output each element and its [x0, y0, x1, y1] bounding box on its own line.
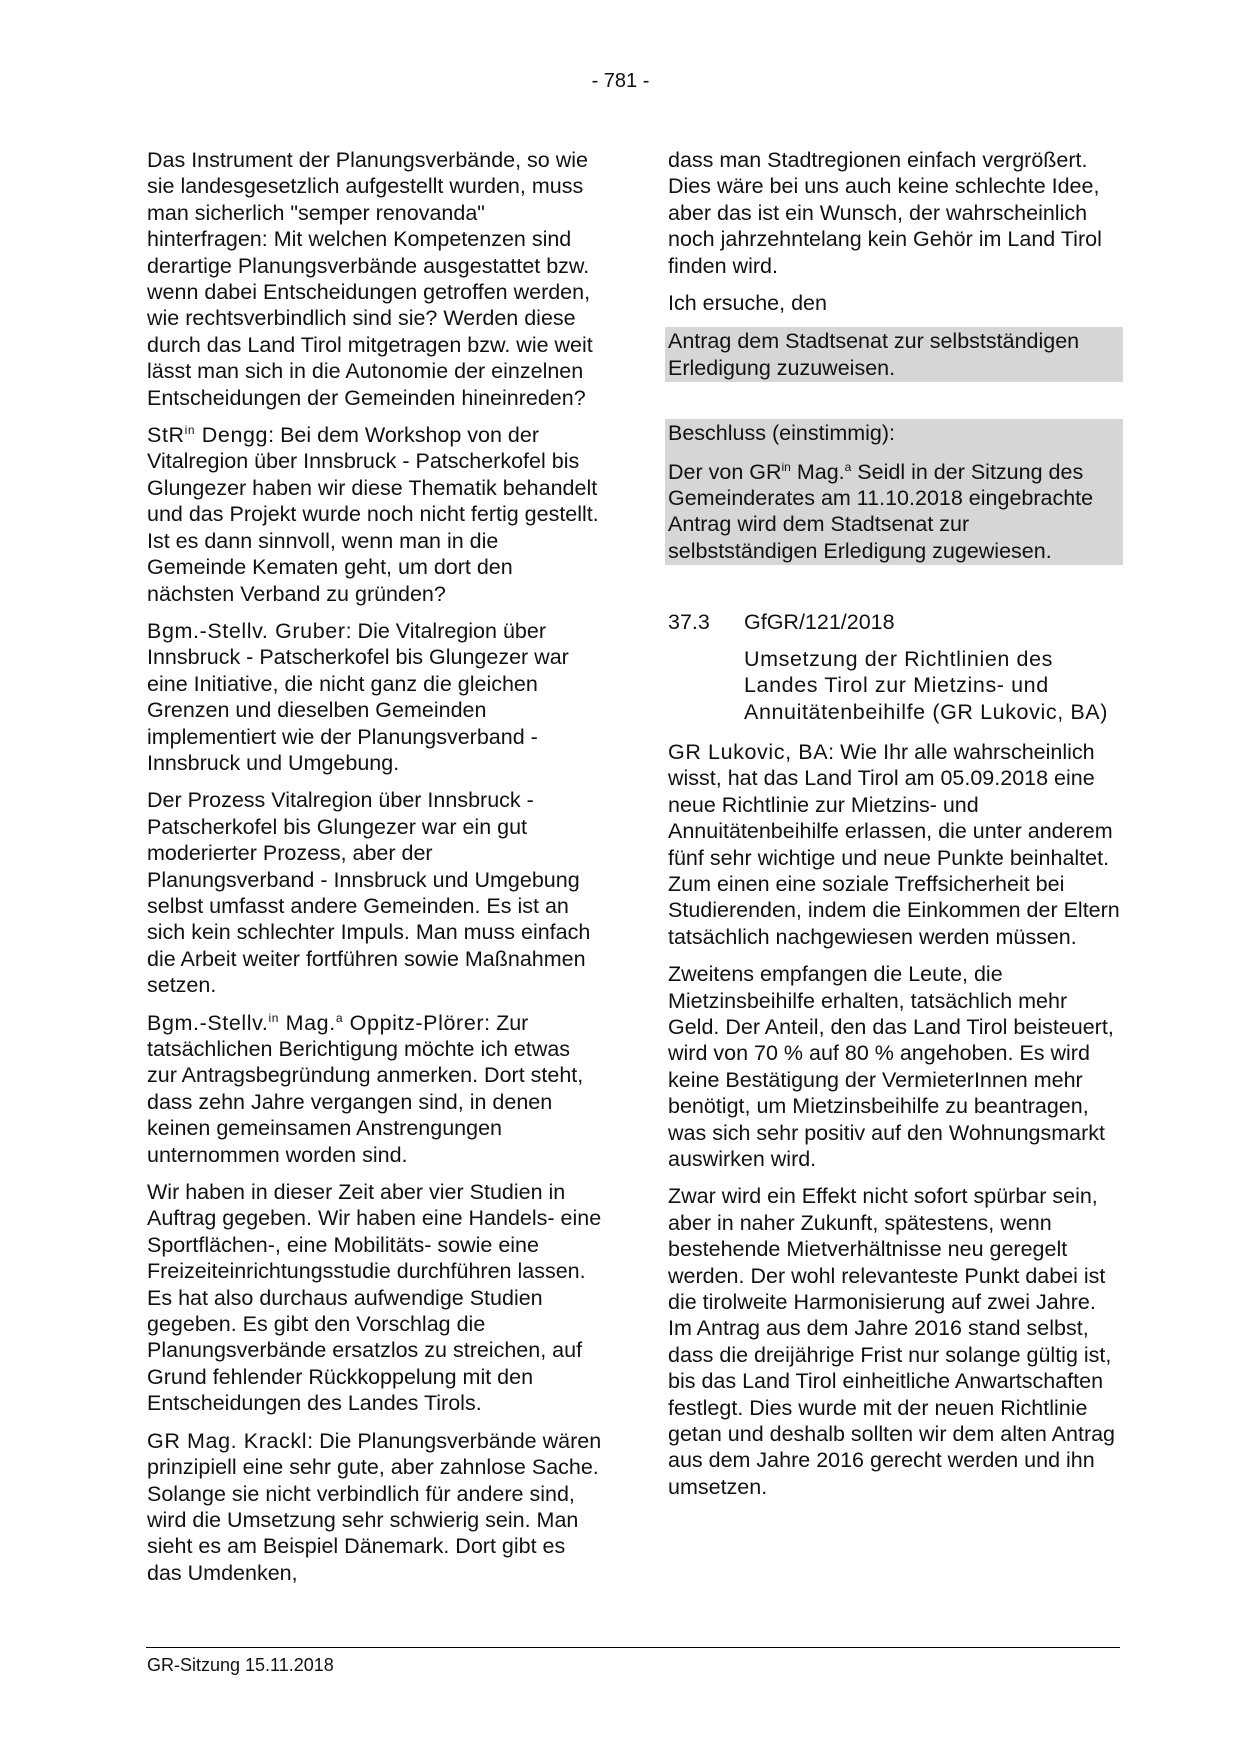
footer-text: GR-Sitzung 15.11.2018 — [147, 1655, 334, 1675]
right-column — [668, 147, 1120, 1511]
speaker-name: StR$^{in}$ Dengg — [147, 422, 269, 448]
speaker-name: GR Lukovic, BA — [668, 739, 829, 764]
speech-text: : Die Vitalregion über Innsbruck - Patscherkofel bis Glungezer war eine Initiative, die nicht ganz die gleichen Grenzen und dieselben Gemeinden implementiert wie der Planungsverband - Innsbruck und Umgebung. — [147, 618, 569, 775]
resolution-title: Beschluss (einstimmig): — [665, 419, 1123, 455]
page-number: - 781 - — [591, 70, 650, 92]
paragraph — [147, 422, 602, 607]
paragraph — [147, 1428, 602, 1586]
speech-text: : Die Planungsverbände wären prinzipiell eine sehr gute, aber zahnlose Sache. Solange sie nicht verbindlich für andere sind, wird die Umsetzung sehr schwierig sein. Man sieht es am Beispiel Dänemark. Dort gibt es das Umdenken, — [147, 1428, 602, 1585]
speech-text: : Bei dem Workshop von der Vitalregion über Innsbruck - Patscherkofel bis Glungezer haben wir diese Thematik behandelt und das Projekt wurde noch nicht fertig gestellt. Ist es dann sinnvoll, wenn man in die Gemeinde Kematen geht, um dort den nächsten Verband zu gründen? — [147, 423, 599, 606]
speaker-name: GR Mag. Krackl — [147, 1428, 308, 1453]
agenda-item-header — [668, 609, 1120, 635]
paragraph: Das Instrument der Planungsverbände, so wie sie landesgesetzlich aufgestellt wurden, muss man sicherlich "semper renovanda" hinterfragen: Mit welchen Kompetenzen sind derartige Planungsverbände ausgestattet bzw. wenn dabei Entscheidungen getroffen werden, wie rechtsverbindlich sind sie? Werden diese durch das Land Tirol mitgetragen bzw. wie weit lässt man sich in die Autonomie der einzelnen Entscheidungen der Gemeinden hineinreden? — [147, 148, 593, 410]
motion-box: Antrag dem Stadtsenat zur selbstständigen Erledigung zuzuweisen. — [665, 327, 1123, 382]
resolution-text: Der von $GR^{in}$ Mag.$^a$ Seidl in der Sitzung des Gemeinderates am 11.10.2018 eingebrachte Antrag wird dem Stadtsenat zur selbstständigen Erledigung zugewiesen. — [665, 456, 1123, 566]
agenda-item-number: 37.3 — [668, 610, 710, 635]
paragraph — [147, 618, 602, 776]
paragraph: dass man Stadtregionen einfach vergrößert. Dies wäre bei uns auch keine schlechte Idee, aber das ist ein Wunsch, der wahrscheinlich noch jahrzehntelang kein Gehör im Land Tirol finden wird. — [668, 148, 1102, 278]
speaker-name: Bgm.-Stellv.$^{in}$ Mag.$^a$ Oppitz-Plörer — [147, 1010, 485, 1035]
left-column — [147, 147, 602, 1597]
paragraph: Ich ersuche, den — [668, 291, 827, 316]
agenda-item-ref: GfGR/121/2018 — [744, 610, 895, 635]
agenda-item-title: Umsetzung der Richtlinien des Landes Tirol zur Mietzins- und Annuitätenbeihilfe (GR Lukovic, BA) — [744, 646, 1108, 724]
speech-text: : Wie Ihr alle wahrscheinlich wisst, hat das Land Tirol am 05.09.2018 eine neue Richtlinie zur Mietzins- und Annuitätenbeihilfe erlassen, die unter anderem fünf sehr wichtige und neue Punkte beinhaltet. Zum einen eine soziale Treffsicherheit bei Studierenden, indem die Einkommen der Eltern tatsächlich nachgewiesen werden müssen. — [668, 739, 1120, 949]
speaker-name: Bgm.-Stellv. Gruber — [147, 618, 346, 643]
speech-text: : Zur tatsächlichen Berichtigung möchte ich etwas zur Antragsbegründung anmerken. Dort steht, dass zehn Jahre vergangen sind, in denen keinen gemeinsamen Anstrengungen unternommen worden sind. — [147, 1010, 584, 1167]
footer-divider — [146, 1647, 1120, 1648]
paragraph: Wir haben in dieser Zeit aber vier Studien in Auftrag gegeben. Wir haben eine Handels- eine Sportflächen-, eine Mobilitäts- sowie eine Freizeiteinrichtungsstudie durchführen lassen. Es hat also durchaus aufwendige Studien gegeben. Es gibt den Vorschlag die Planungsverbände ersatzlos zu streichen, auf Grund fehlender Rückkoppelung mit den Entscheidungen des Landes Tirols. — [147, 1180, 602, 1416]
paragraph: Zwar wird ein Effekt nicht sofort spürbar sein, aber in naher Zukunft, spätestens, wenn bestehende Mietverhältnisse neu geregelt werden. Der wohl relevanteste Punkt dabei ist die tirolweite Harmonisierung auf zwei Jahre. Im Antrag aus dem Jahre 2016 stand selbst, dass die dreijährige Frist nur solange gültig ist, bis das Land Tirol einheitliche Anwartschaften festlegt. Dies wurde mit der neuen Richtlinie getan und deshalb sollten wir dem alten Antrag aus dem Jahre 2016 gerecht werden und ihn umsetzen. — [668, 1184, 1116, 1499]
paragraph — [668, 739, 1120, 950]
paragraph — [147, 1010, 602, 1168]
paragraph: Der Prozess Vitalregion über Innsbruck - Patscherkofel bis Glungezer war ein gut moderierter Prozess, aber der Planungsverband - Innsbruck und Umgebung selbst umfasst andere Gemeinden. Es ist an sich kein schlechter Impuls. Man muss einfach die Arbeit weiter fortführen sowie Maßnahmen setzen. — [147, 788, 591, 998]
paragraph: Zweitens empfangen die Leute, die Mietzinsbeihilfe erhalten, tatsächlich mehr Geld. Der Anteil, den das Land Tirol beisteuert, wird von 70 % auf 80 % angehoben. Es wird keine Bestätigung der VermieterInnen mehr benötigt, um Mietzinsbeihilfe zu beantragen, was sich sehr positiv auf den Wohnungsmarkt auswirken wird. — [668, 962, 1114, 1171]
